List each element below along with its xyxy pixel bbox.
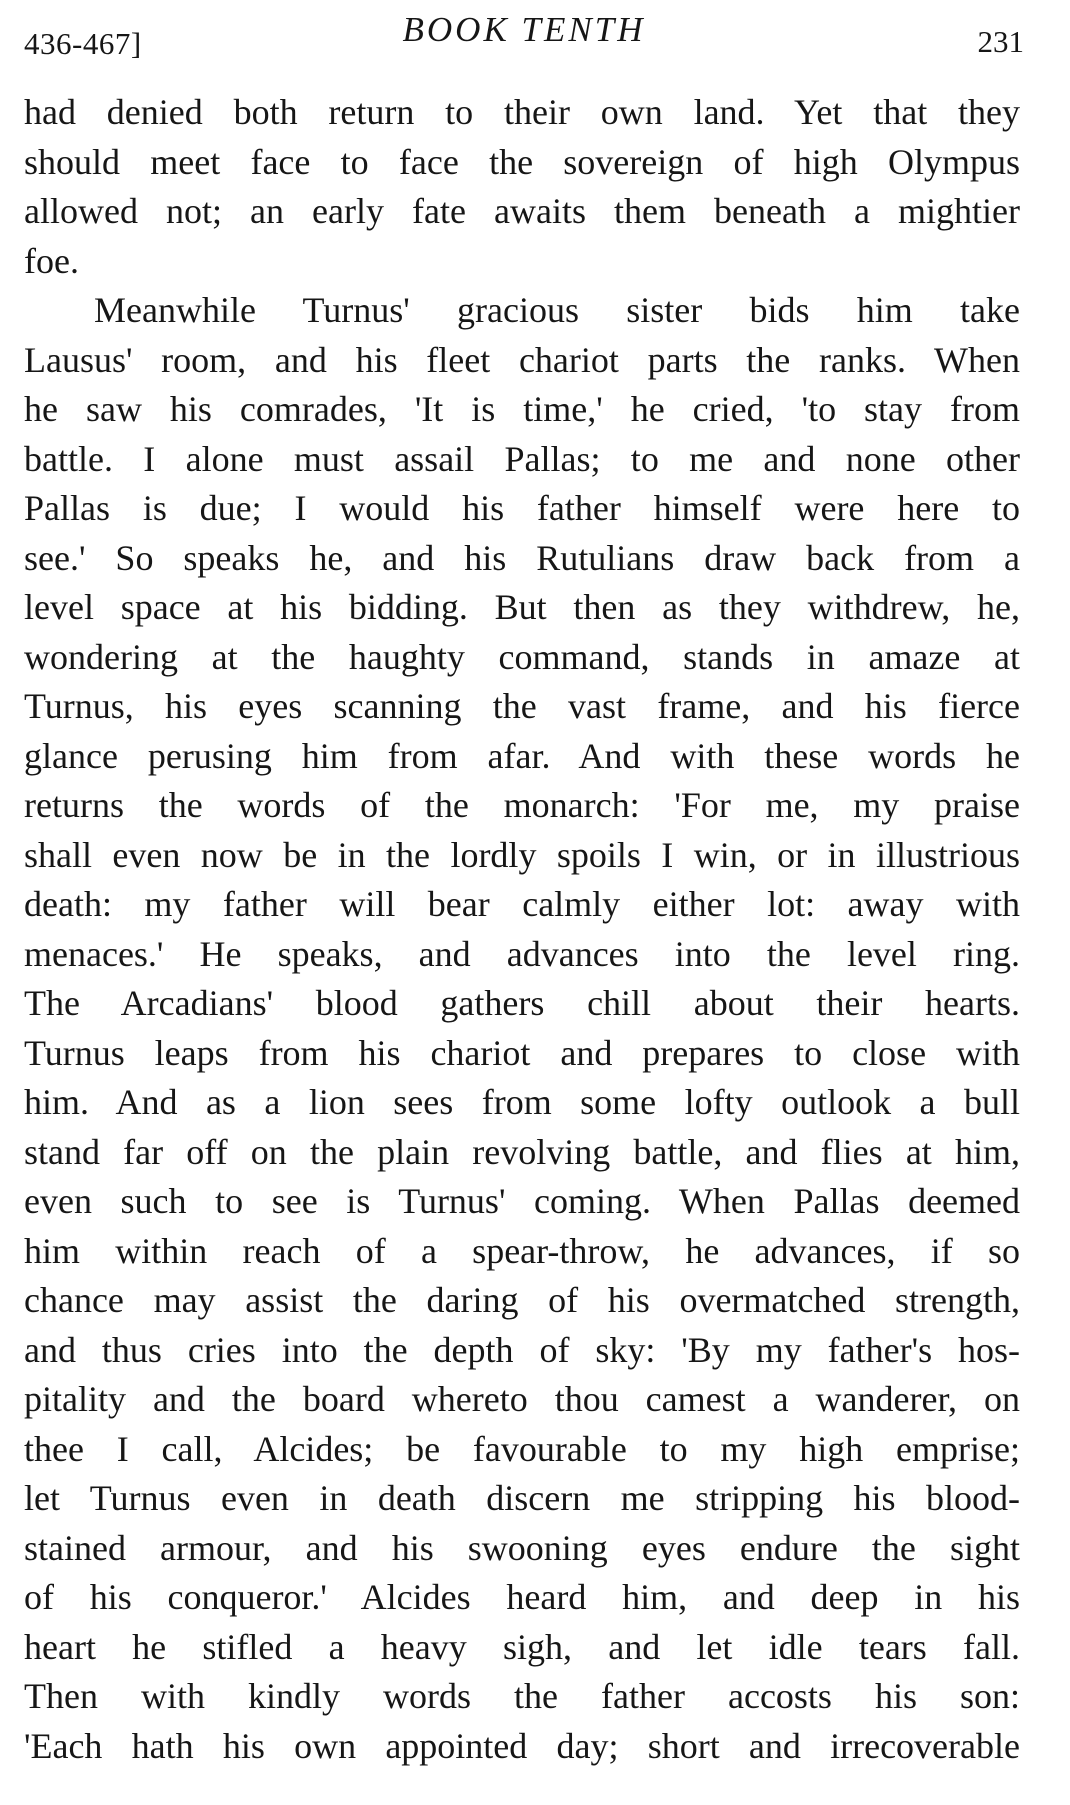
text-line: let Turnus even in death discern me stripping his blood- bbox=[24, 1478, 1020, 1518]
text-line: and thus cries into the depth of sky: 'By my father's hos- bbox=[24, 1329, 1020, 1370]
text-line: glance perusing him from afar. And with these words he bbox=[24, 735, 1020, 776]
text-line: stand far off on the plain revolving battle, and flies at him, bbox=[24, 1131, 1020, 1172]
text-line: see.' So speaks he, and his Rutulians draw back from a bbox=[24, 537, 1020, 578]
text-line: thee I call, Alcides; be favourable to my high emprise; bbox=[24, 1428, 1020, 1469]
text-line: heart he stifled a heavy sigh, and let idle tears fall. bbox=[24, 1626, 1020, 1667]
text-line: even such to see is Turnus' coming. When Pallas deemed bbox=[24, 1181, 1020, 1221]
text-line: him within reach of a spear-throw, he advances, if so bbox=[24, 1230, 1020, 1271]
text-line: pitality and the board whereto thou camest a wanderer, on bbox=[24, 1379, 1020, 1419]
text-line: The Arcadians' blood gathers chill about their hearts. bbox=[24, 983, 1020, 1023]
text-line: level space at his bidding. But then as they withdrew, he, bbox=[24, 587, 1020, 627]
text-line: shall even now be in the lordly spoils I win, or in illustrious bbox=[24, 834, 1020, 875]
running-head bbox=[24, 10, 1024, 60]
body-text bbox=[24, 88, 1020, 1771]
text-line: of his conqueror.' Alcides heard him, and deep in his bbox=[24, 1577, 1020, 1617]
text-line: him. And as a lion sees from some lofty outlook a bull bbox=[24, 1082, 1020, 1122]
text-line: Lausus' room, and his fleet chariot parts the ranks. When bbox=[24, 339, 1020, 380]
text-line: Pallas is due; I would his father himself were here to bbox=[24, 488, 1020, 528]
line-range: 436-467] bbox=[24, 26, 142, 61]
text-line: had denied both return to their own land. Yet that they bbox=[24, 92, 1020, 132]
text-line: Turnus leaps from his chariot and prepares to close with bbox=[24, 1032, 1020, 1073]
text-line: Turnus, his eyes scanning the vast frame, and his fierce bbox=[24, 686, 1020, 726]
text-line: Then with kindly words the father accosts his son: bbox=[24, 1676, 1020, 1716]
text-line: allowed not; an early fate awaits them beneath a mightier bbox=[24, 191, 1020, 231]
text-line: should meet face to face the sovereign of high Olympus bbox=[24, 141, 1020, 182]
page-number: 231 bbox=[977, 24, 1024, 59]
text-line: battle. I alone must assail Pallas; to me and none other bbox=[24, 438, 1020, 479]
paragraph-start-line: Meanwhile Turnus' gracious sister bids him take bbox=[94, 290, 1020, 330]
text-line: returns the words of the monarch: 'For me, my praise bbox=[24, 785, 1020, 825]
book-title: BOOK TENTH bbox=[402, 10, 646, 49]
text-line: menaces.' He speaks, and advances into the level ring. bbox=[24, 933, 1020, 974]
text-line: death: my father will bear calmly either lot: away with bbox=[24, 884, 1020, 924]
text-line: wondering at the haughty command, stands in amaze at bbox=[24, 636, 1020, 677]
text-line: foe. bbox=[24, 240, 79, 281]
text-line: stained armour, and his swooning eyes endure the sight bbox=[24, 1527, 1020, 1568]
text-line: he saw his comrades, 'It is time,' he cried, 'to stay from bbox=[24, 389, 1020, 429]
text-line: chance may assist the daring of his overmatched strength, bbox=[24, 1280, 1020, 1320]
text-line: 'Each hath his own appointed day; short and irrecoverable bbox=[24, 1725, 1020, 1766]
